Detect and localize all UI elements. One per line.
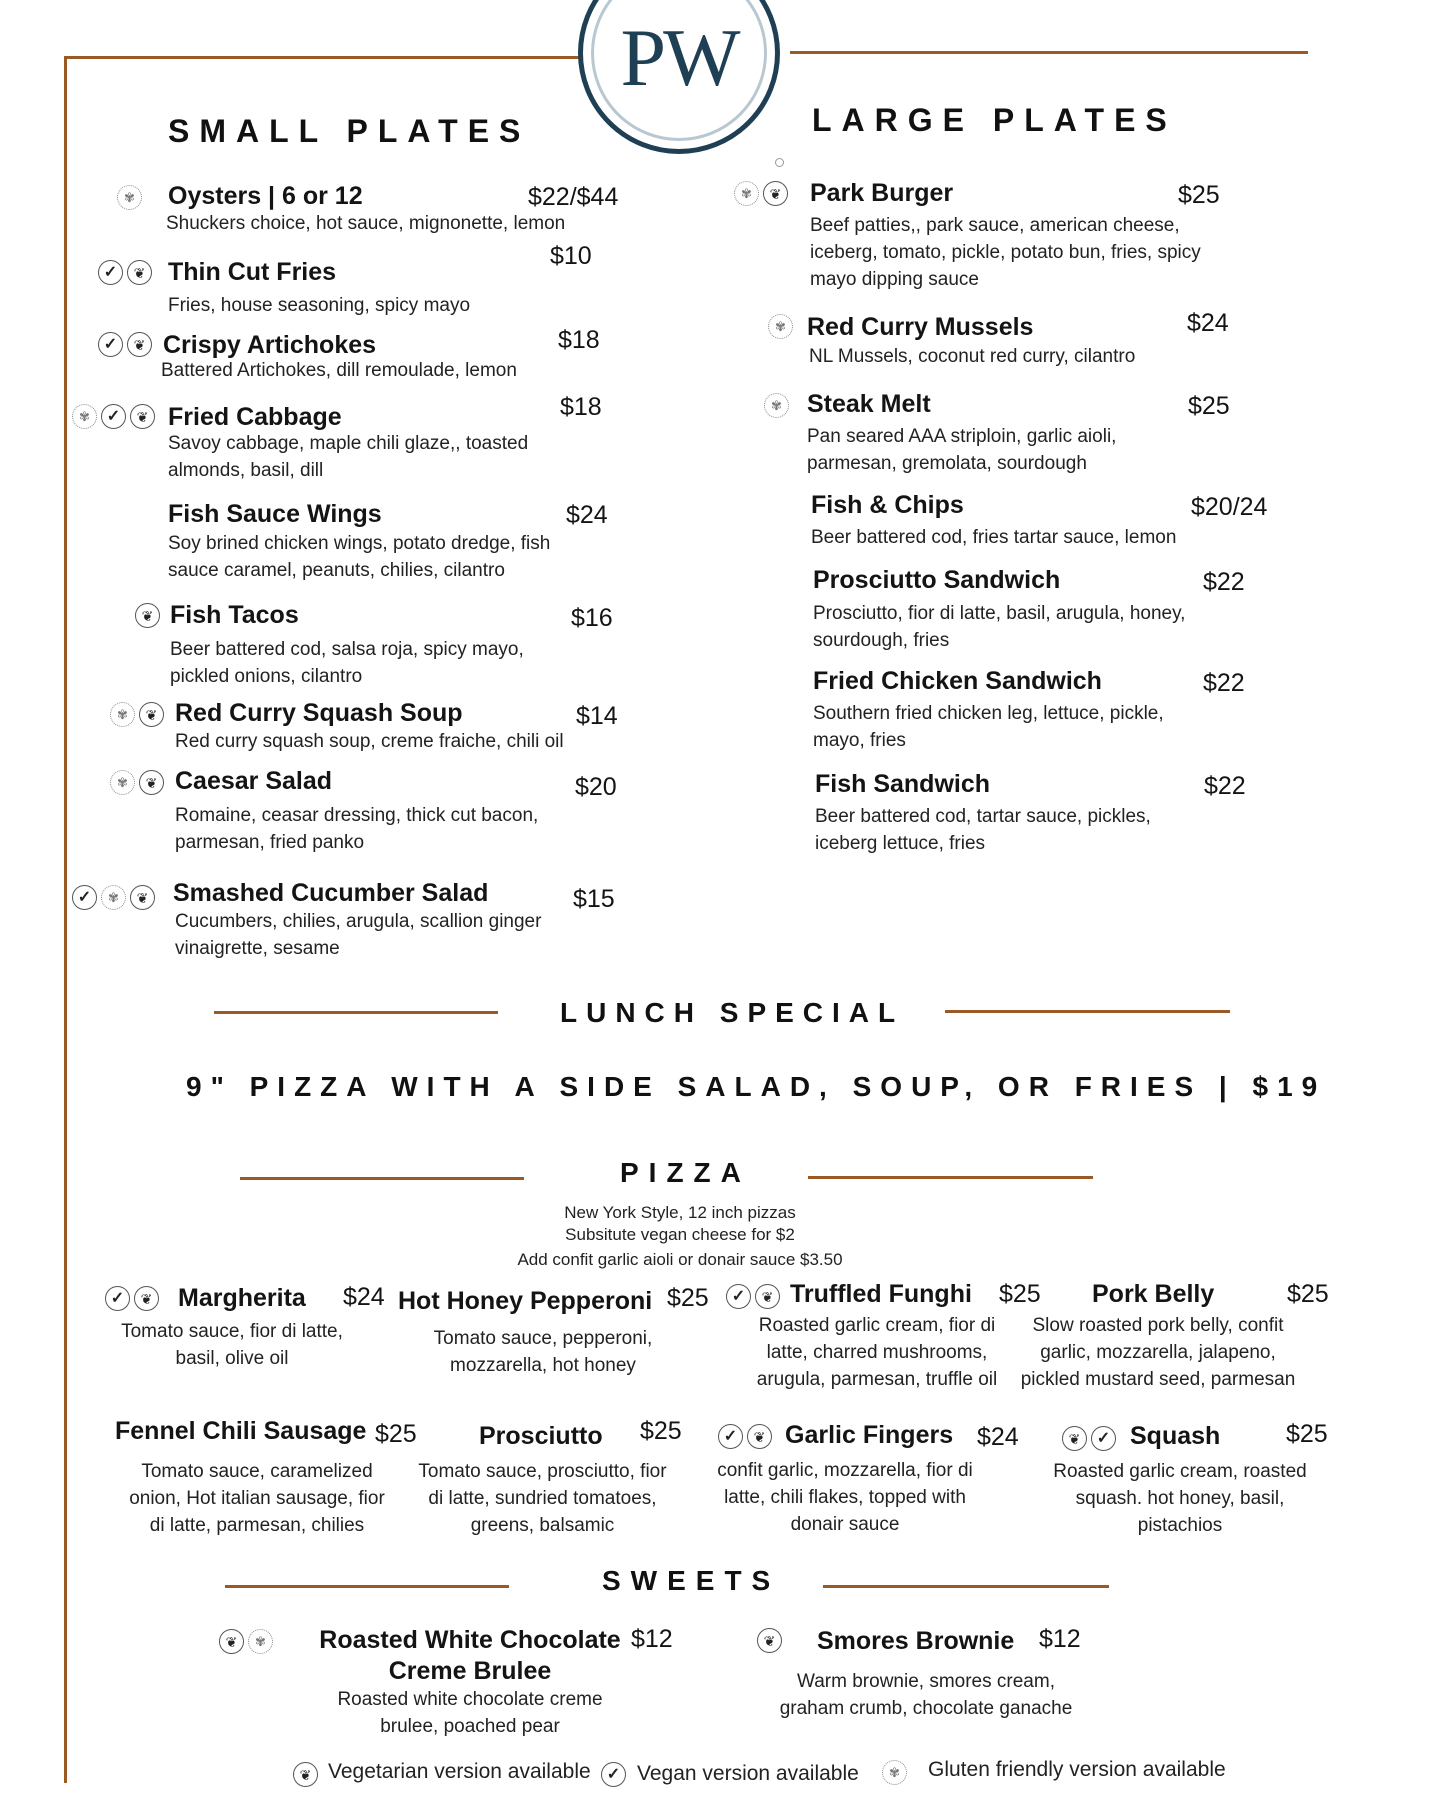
vegan-check-icon: ✓ bbox=[105, 1286, 130, 1311]
vegan-check-icon: ✓ bbox=[72, 885, 97, 910]
wheat-icon: ✾ bbox=[768, 314, 793, 339]
item-price: $14 bbox=[576, 702, 618, 730]
legend-vegetarian: Vegetarian version available bbox=[328, 1760, 591, 1783]
item-description: confit garlic, mozzarella, fior di latte, chili flakes, topped with donair sauce bbox=[717, 1460, 973, 1535]
item-description: Battered Artichokes, dill remoulade, lemon bbox=[161, 360, 517, 381]
item-price: $25 bbox=[999, 1280, 1041, 1308]
item-name: Prosciutto Sandwich bbox=[813, 566, 1061, 594]
item-name: Steak Melt bbox=[807, 390, 931, 418]
item-price: $22/$44 bbox=[528, 183, 619, 211]
item-price: $16 bbox=[571, 604, 613, 632]
leaf-icon: ❦ bbox=[139, 770, 164, 795]
pizza-rule-right bbox=[808, 1176, 1093, 1179]
item-name: Park Burger bbox=[810, 179, 954, 207]
item-description: Beef patties,, park sauce, american cheese, iceberg, tomato, pickle, potato bun, fries, spicy mayo dipping sauce bbox=[810, 215, 1201, 290]
item-price: $24 bbox=[1187, 309, 1229, 337]
left-border-rule bbox=[64, 58, 67, 1783]
item-name: Margherita bbox=[178, 1284, 306, 1312]
wheat-icon: ✾ bbox=[764, 393, 789, 418]
item-price: $10 bbox=[550, 242, 592, 270]
item-description: Beer battered cod, tartar sauce, pickles, iceberg lettuce, fries bbox=[815, 806, 1151, 854]
item-description: Tomato sauce, caramelized onion, Hot italian sausage, fior di latte, parmesan, chilies bbox=[129, 1461, 385, 1536]
item-description: Warm brownie, smores cream, graham crumb, chocolate ganache bbox=[779, 1671, 1073, 1719]
leaf-icon: ❦ bbox=[293, 1762, 318, 1787]
legend-gluten: Gluten friendly version available bbox=[928, 1758, 1226, 1781]
item-description: Pan seared AAA striploin, garlic aioli, parmesan, gremolata, sourdough bbox=[807, 426, 1117, 474]
sweets-rule-left bbox=[225, 1585, 509, 1588]
leaf-icon: ❦ bbox=[135, 603, 160, 628]
item-price: $25 bbox=[375, 1420, 417, 1448]
vegan-check-icon: ✓ bbox=[601, 1762, 626, 1787]
item-name: Fish Sandwich bbox=[815, 770, 991, 798]
item-price: $24 bbox=[977, 1423, 1019, 1451]
item-price: $18 bbox=[558, 326, 600, 354]
leaf-icon: ❦ bbox=[757, 1628, 782, 1653]
item-description: Roasted garlic cream, fior di latte, charred mushrooms, arugula, parmesan, truffle oil bbox=[756, 1315, 998, 1390]
vegan-check-icon: ✓ bbox=[101, 404, 126, 429]
item-name: Fennel Chili Sausage bbox=[115, 1417, 367, 1445]
item-price: $25 bbox=[1286, 1420, 1328, 1448]
item-price: $24 bbox=[343, 1283, 385, 1311]
item-description: Southern fried chicken leg, lettuce, pickle, mayo, fries bbox=[813, 703, 1164, 751]
leaf-icon: ❦ bbox=[1062, 1426, 1087, 1451]
item-name: Truffled Funghi bbox=[790, 1280, 972, 1308]
item-name: Smores Brownie bbox=[817, 1627, 1015, 1655]
item-description: Savoy cabbage, maple chili glaze,, toasted almonds, basil, dill bbox=[168, 433, 529, 481]
item-name: Oysters | 6 or 12 bbox=[168, 182, 363, 210]
item-price: $25 bbox=[1287, 1280, 1329, 1308]
item-price: $25 bbox=[667, 1284, 709, 1312]
item-price: $12 bbox=[631, 1625, 673, 1653]
leaf-icon: ❦ bbox=[139, 702, 164, 727]
wheat-icon: ✾ bbox=[882, 1760, 907, 1785]
item-name: Fish Tacos bbox=[170, 601, 299, 629]
lunch-rule-left bbox=[214, 1011, 498, 1014]
item-description: Romaine, ceasar dressing, thick cut bacon, parmesan, fried panko bbox=[175, 805, 539, 853]
item-description: Shuckers choice, hot sauce, mignonette, lemon bbox=[166, 213, 566, 234]
legend-vegan: Vegan version available bbox=[637, 1762, 859, 1785]
wheat-icon: ✾ bbox=[110, 770, 135, 795]
item-price: $22 bbox=[1203, 568, 1245, 596]
item-name: Prosciutto bbox=[479, 1422, 603, 1450]
item-description: Beer battered cod, salsa roja, spicy mayo, pickled onions, cilantro bbox=[170, 639, 524, 687]
item-description: Tomato sauce, prosciutto, fior di latte, sundried tomatoes, greens, balsamic bbox=[418, 1461, 667, 1536]
item-price: $25 bbox=[1178, 181, 1220, 209]
large-plates-title: LARGE PLATES bbox=[812, 102, 1177, 138]
item-name: Crispy Artichokes bbox=[163, 331, 377, 359]
item-name: Hot Honey Pepperoni bbox=[398, 1287, 653, 1315]
leaf-icon: ❦ bbox=[219, 1629, 244, 1654]
leaf-icon: ❦ bbox=[127, 332, 152, 357]
pizza-note: Add confit garlic aioli or donair sauce $3.50 bbox=[517, 1250, 843, 1269]
item-description: Slow roasted pork belly, confit garlic, mozzarella, jalapeno, pickled mustard seed, parmesan bbox=[1020, 1315, 1296, 1390]
item-name: Fish Sauce Wings bbox=[168, 500, 382, 528]
wheat-icon: ✾ bbox=[101, 885, 126, 910]
item-price: $22 bbox=[1204, 772, 1246, 800]
pizza-title: PIZZA bbox=[620, 1157, 751, 1188]
logo-text: PW bbox=[620, 12, 738, 103]
wheat-icon: ✾ bbox=[117, 185, 142, 210]
item-name: Fish & Chips bbox=[811, 491, 964, 519]
item-name: Fried Chicken Sandwich bbox=[813, 667, 1102, 695]
vegan-check-icon: ✓ bbox=[98, 260, 123, 285]
logo-dot bbox=[775, 158, 784, 167]
item-price: $18 bbox=[560, 393, 602, 421]
item-price: $25 bbox=[1188, 392, 1230, 420]
item-name: Roasted White Chocolate Creme Brulee bbox=[319, 1626, 621, 1685]
item-description: Fries, house seasoning, spicy mayo bbox=[168, 295, 471, 316]
item-description: Soy brined chicken wings, potato dredge, fish sauce caramel, peanuts, chilies, cilantro bbox=[168, 533, 551, 581]
leaf-icon: ❦ bbox=[130, 404, 155, 429]
leaf-icon: ❦ bbox=[747, 1424, 772, 1449]
item-price: $20 bbox=[575, 773, 617, 801]
leaf-icon: ❦ bbox=[763, 181, 788, 206]
item-price: $20/24 bbox=[1191, 493, 1268, 521]
lunch-special-offer: 9" PIZZA WITH A SIDE SALAD, SOUP, OR FRIES | $19 bbox=[186, 1071, 1327, 1102]
item-description: Red curry squash soup, creme fraiche, chili oil bbox=[175, 731, 564, 752]
item-name: Garlic Fingers bbox=[785, 1421, 954, 1449]
pizza-note: Subsitute vegan cheese for $2 bbox=[565, 1225, 795, 1244]
small-plates-title: SMALL PLATES bbox=[168, 113, 531, 149]
item-price: $15 bbox=[573, 885, 615, 913]
sweets-rule-right bbox=[823, 1585, 1109, 1588]
item-price: $12 bbox=[1039, 1625, 1081, 1653]
item-price: $22 bbox=[1203, 669, 1245, 697]
item-name: Red Curry Mussels bbox=[807, 313, 1034, 341]
vegan-check-icon: ✓ bbox=[726, 1284, 751, 1309]
leaf-icon: ❦ bbox=[755, 1284, 780, 1309]
top-left-rule bbox=[64, 56, 584, 59]
item-name: Caesar Salad bbox=[175, 767, 333, 795]
item-name: Pork Belly bbox=[1092, 1280, 1215, 1308]
sweets-title: SWEETS bbox=[602, 1565, 781, 1596]
item-description: Roasted garlic cream, roasted squash. hot honey, basil, pistachios bbox=[1053, 1461, 1307, 1536]
item-description: Tomato sauce, fior di latte, basil, olive oil bbox=[121, 1321, 343, 1369]
leaf-icon: ❦ bbox=[127, 260, 152, 285]
item-description: Roasted white chocolate creme brulee, poached pear bbox=[337, 1689, 603, 1737]
lunch-special-title: LUNCH SPECIAL bbox=[560, 997, 905, 1028]
lunch-rule-right bbox=[945, 1010, 1230, 1013]
item-description: Tomato sauce, pepperoni, mozzarella, hot honey bbox=[433, 1328, 653, 1376]
pizza-note: New York Style, 12 inch pizzas bbox=[564, 1203, 796, 1222]
item-price: $25 bbox=[640, 1417, 682, 1445]
item-price: $24 bbox=[566, 501, 608, 529]
top-right-rule bbox=[790, 51, 1308, 54]
item-name: Squash bbox=[1130, 1422, 1221, 1450]
item-description: Prosciutto, fior di latte, basil, arugula, honey, sourdough, fries bbox=[813, 603, 1186, 651]
item-name: Fried Cabbage bbox=[168, 403, 342, 431]
pizza-rule-left bbox=[240, 1177, 524, 1180]
logo-badge bbox=[578, 0, 780, 154]
wheat-icon: ✾ bbox=[734, 181, 759, 206]
wheat-icon: ✾ bbox=[110, 702, 135, 727]
item-description: NL Mussels, coconut red curry, cilantro bbox=[809, 346, 1136, 367]
vegan-check-icon: ✓ bbox=[98, 332, 123, 357]
item-name: Smashed Cucumber Salad bbox=[173, 879, 489, 907]
item-description: Beer battered cod, fries tartar sauce, lemon bbox=[811, 527, 1177, 548]
vegan-check-icon: ✓ bbox=[1091, 1426, 1116, 1451]
leaf-icon: ❦ bbox=[130, 885, 155, 910]
wheat-icon: ✾ bbox=[248, 1629, 273, 1654]
item-name: Thin Cut Fries bbox=[168, 258, 337, 286]
vegan-check-icon: ✓ bbox=[718, 1424, 743, 1449]
wheat-icon: ✾ bbox=[72, 404, 97, 429]
item-description: Cucumbers, chilies, arugula, scallion ginger vinaigrette, sesame bbox=[175, 911, 542, 959]
item-name: Red Curry Squash Soup bbox=[175, 699, 463, 727]
leaf-icon: ❦ bbox=[134, 1286, 159, 1311]
